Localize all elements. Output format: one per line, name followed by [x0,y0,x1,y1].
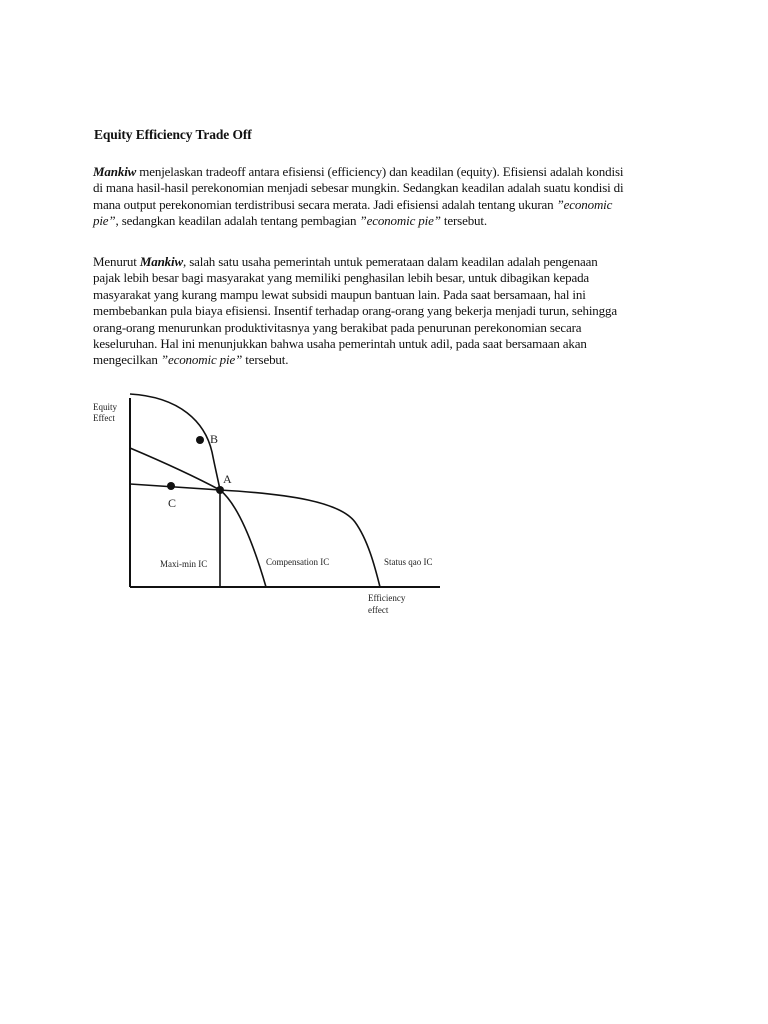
paragraph-2-text: Menurut [93,254,140,269]
paragraph-2-line-4: membebankan pula biaya efisiensi. Insentif terhadap orang-orang yang bekerja menjadi turun, sehingga [93,303,617,319]
x-axis-label-line-2: effect [368,605,389,615]
compensation-label: Compensation IC [266,557,330,567]
paragraph-1-line-1 [93,164,683,180]
curve-through-b [130,394,220,490]
paragraph-2-text: , salah satu usaha pemerintah untuk pemerataan dalam keadilan adalah pengenaan [183,254,598,269]
maximin-label: Maxi-min IC [160,559,208,569]
paragraph-2 [93,254,683,369]
point-a-marker [216,486,224,494]
document-title: Equity Efficiency Trade Off [94,127,252,142]
quote-economic: ”economic [556,196,613,212]
point-a-label: A [223,472,232,486]
point-b-label: B [210,432,219,446]
paragraph-2-line-1 [93,254,683,270]
paragraph-2-text: mengecilkan [93,352,161,368]
x-axis-label-line-1: Efficiency [368,593,406,603]
point-c-label: C [168,496,177,510]
quote-pie: pie” [93,213,116,229]
indifference-curve-diagram [90,392,460,624]
author-name: Mankiw [139,254,183,269]
quote-economic-pie: ”economic pie” [359,213,441,229]
y-axis-label-line-2: Effect [93,413,115,423]
status-quo-label: Status qao IC [384,557,433,567]
paragraph-2-line-6: keseluruhan. Hal ini menunjukkan bahwa usaha pemerintah untuk adil, pada saat bersamaan akan [93,336,587,352]
point-b-marker [196,436,204,444]
status-quo-curve [220,490,380,587]
paragraph-2-line-3: masyarakat yang kurang mampu lewat subsidi maupun bantuan lain. Pada saat bersamaan, hal ini [93,286,586,302]
paragraph-1-text: tersebut. [440,213,487,229]
paragraph-1-text: menjelaskan tradeoff antara efisiensi (efficiency) dan keadilan (equity). Efisiensi adalah kondisi [136,164,624,179]
paragraph-1-text: mana output perekonomian terdistribusi secara merata. Jadi efisiensi adalah tentang ukuran [93,196,557,212]
author-name: Mankiw [93,164,137,179]
quote-economic-pie: ”economic pie” [160,352,243,368]
indifference-curve-figure [90,392,460,624]
paragraph-1-line-3 [93,197,683,213]
paragraph-2-line-5: orang-orang menurunkan produktivitasnya yang berakibat pada penurunan perekonomian secara [93,319,582,335]
y-axis-label-line-1: Equity [93,402,117,412]
paragraph-1-line-4 [93,213,683,229]
paragraph-1 [93,164,683,230]
paragraph-2-line-2: pajak lebih besar bagi masyarakat yang memiliki penghasilan lebih besar, untuk dibagikan kepada [93,270,590,286]
paragraph-1-line-2: di mana hasil-hasil perekonomian menjadi sebesar mungkin. Sedangkan keadilan adalah suatu kondisi di [93,180,624,196]
paragraph-1-text: , sedangkan keadilan adalah tentang pembagian [115,213,360,229]
paragraph-2-line-7 [93,352,683,368]
point-c-marker [167,482,175,490]
paragraph-2-text: tersebut. [242,352,289,368]
